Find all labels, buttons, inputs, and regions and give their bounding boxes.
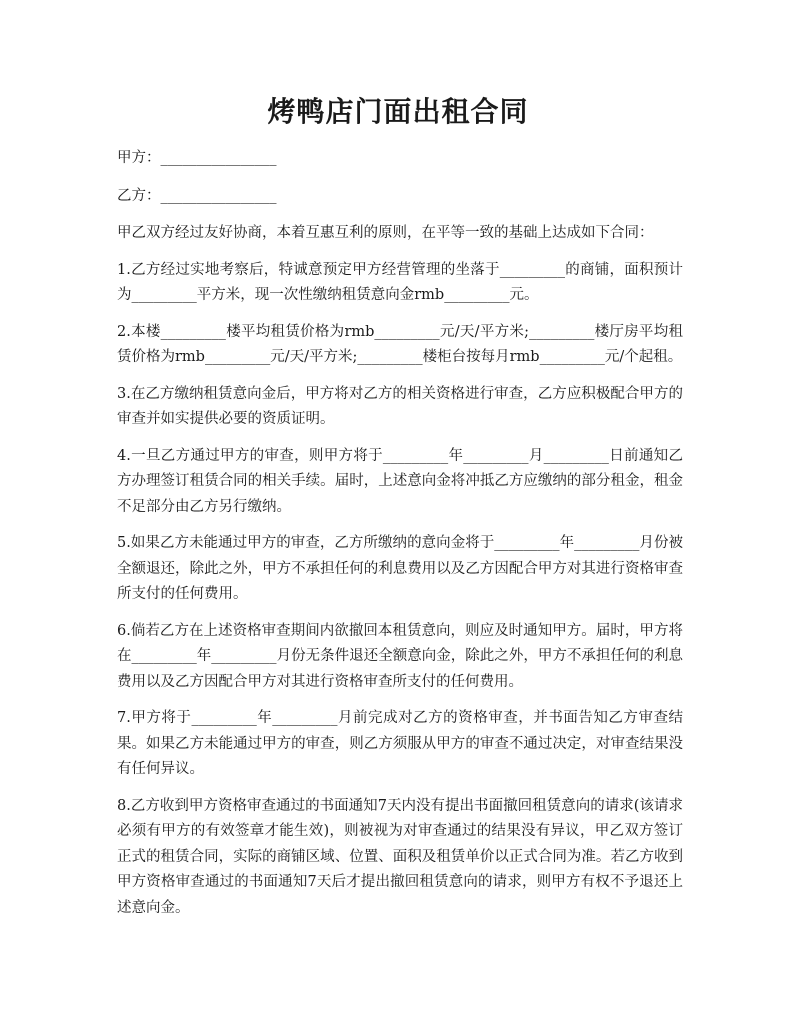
clause-6: 6.倘若乙方在上述资格审查期间内欲撤回本租赁意向，则应及时通知甲方。届时，甲方将在_________年_________月份无条件退还全额意向金，除此之外，甲方不承担任何的利息费用以及乙方因配合甲方对其进行资格审查所支付的任何费用。: [117, 622, 683, 690]
clause-2: 2.本楼_________楼平均租赁价格为rmb_________元/天/平方米;_________楼厅房平均租赁价格为rmb_________元/天/平方米;_________楼柜台按每月rmb_________元/个起租。: [117, 323, 683, 365]
clause-3: 3.在乙方缴纳租赁意向金后，甲方将对乙方的相关资格进行审查，乙方应积极配合甲方的审查并如实提供必要的资质证明。: [117, 385, 683, 427]
intro-paragraph: 甲乙双方经过友好协商，本着互惠互利的原则，在平等一致的基础上达成如下合同：: [117, 225, 654, 241]
document-body: [117, 146, 683, 932]
clause-5: 5.如果乙方未能通过甲方的审查，乙方所缴纳的意向金将于_________年_________月份被全额退还，除此之外，甲方不承担任何的利息费用以及乙方因配合甲方对其进行资格审查所支付的任何费用。: [117, 535, 683, 602]
clause-1: 1.乙方经过实地考察后，特诚意预定甲方经营管理的坐落于_________的商铺，面积预计为_________平方米，现一次性缴纳租赁意向金rmb_________元。: [117, 261, 683, 303]
party-b-line: 乙方：________________: [117, 187, 277, 204]
clause-4: 4.一旦乙方通过甲方的审查，则甲方将于_________年_________月_________日前通知乙方办理签订租赁合同的相关手续。届时，上述意向金将冲抵乙方应缴纳的部分租金，租金不足部分由乙方另行缴纳。: [117, 447, 683, 515]
clause-7: 7.甲方将于_________年_________月前完成对乙方的资格审查，并书面告知乙方审查结果。如果乙方未能通过甲方的审查，则乙方须服从甲方的审查不通过决定，对审查结果没有任何异议。: [117, 710, 683, 777]
party-a-line: 甲方：________________: [117, 150, 277, 166]
document-title: 烤鸭店门面出租合同: [267, 95, 529, 128]
clause-8: 8.乙方收到甲方资格审查通过的书面通知7天内没有提出书面撤回租赁意向的请求(该请求必须有甲方的有效签章才能生效)，则被视为对审查通过的结果没有异议，甲乙双方签订正式的租赁合同，实际的商铺区域、位置、面积及租赁单价以正式合同为准。若乙方收到甲方资格审查通过的书面通知7天后才提出撤回租赁意向的请求，则甲方有权不予退还上述意向金。: [117, 797, 683, 916]
